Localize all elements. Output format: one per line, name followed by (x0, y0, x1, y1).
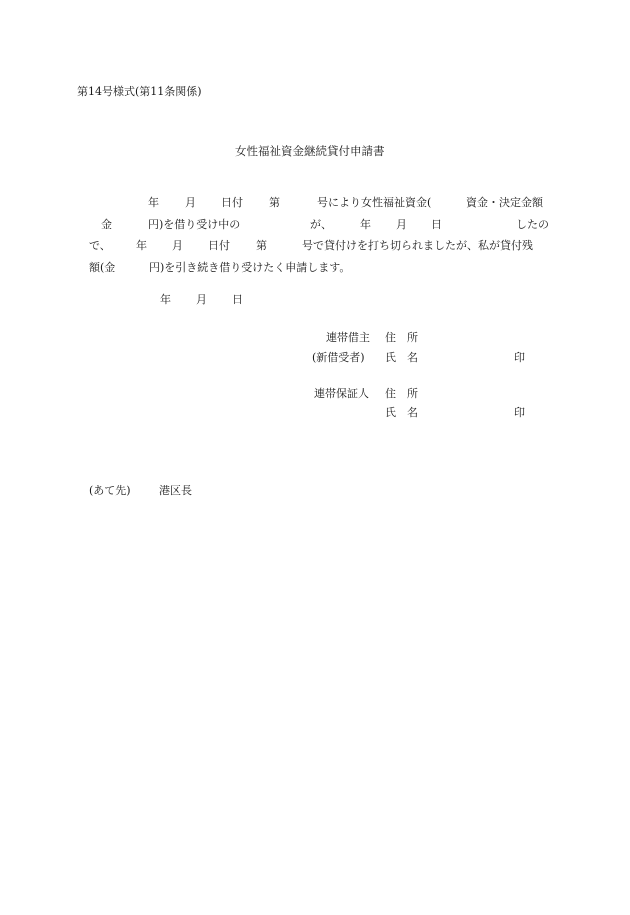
line4-gaku: 額(金 (89, 261, 116, 274)
line3-year: 年 (136, 239, 147, 252)
guarantor-address-label: 住 所 (385, 387, 418, 400)
line1-date: 日付 (221, 196, 243, 209)
addressee-label: (あて先) (89, 484, 131, 497)
guarantor-name-label: 氏 名 (385, 406, 418, 419)
line3-de: で、 (89, 239, 111, 252)
date-day: 日 (232, 293, 243, 306)
form-number: 第14号様式(第11条関係) (77, 85, 202, 98)
line2-year: 年 (360, 218, 371, 231)
line2-ga: が、 (310, 218, 332, 231)
addressee-name: 港区長 (159, 484, 192, 497)
borrower-seal: 印 (514, 351, 525, 364)
page-title: 女性福祉資金継続貸付申請書 (235, 144, 385, 158)
line1-number-prefix: 第 (269, 196, 280, 209)
guarantor-label: 連帯保証人 (314, 387, 369, 400)
line2-kin: 金 (101, 218, 112, 231)
date-month: 月 (196, 293, 207, 306)
line2-day: 日 (431, 218, 442, 231)
line4-text: 円)を引き続き借り受けたく申請します。 (149, 261, 351, 274)
line3-date: 日付 (208, 239, 230, 252)
borrower-sublabel: (新借受者) (312, 351, 365, 364)
borrower-address-label: 住 所 (385, 331, 418, 344)
guarantor-seal: 印 (514, 406, 525, 419)
line3-month: 月 (172, 239, 183, 252)
line2-shita: したの (516, 218, 549, 231)
line1-month: 月 (185, 196, 196, 209)
line3-text: 号で貸付けを打ち切られましたが、私が貸付残 (302, 239, 533, 252)
line1-year: 年 (148, 196, 159, 209)
borrower-label: 連帯借主 (326, 331, 370, 344)
line1-fund-type: 資金・決定金額 (466, 196, 543, 209)
line2-month: 月 (396, 218, 407, 231)
date-year: 年 (160, 293, 171, 306)
line1-text: 号により女性福祉資金( (317, 196, 432, 209)
line2-text: 円)を借り受け中の (148, 218, 241, 231)
line3-number-prefix: 第 (256, 239, 267, 252)
borrower-name-label: 氏 名 (385, 351, 418, 364)
